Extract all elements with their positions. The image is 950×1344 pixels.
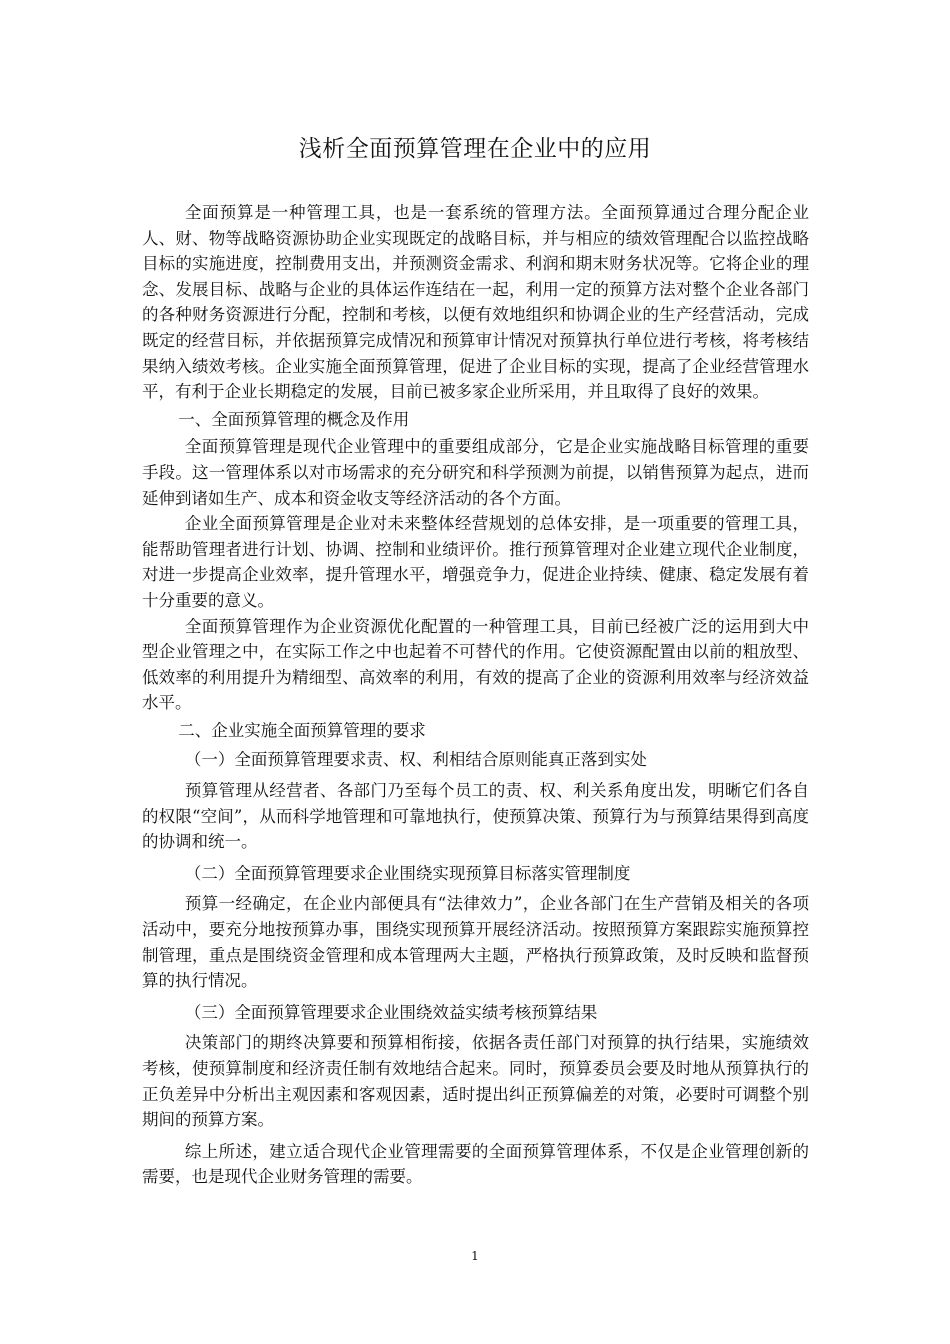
subsection-heading-1: （一）全面预算管理要求责、权、利相结合原则能真正落到实处 — [184, 750, 647, 770]
document-title: 浅析全面预算管理在企业中的应用 — [298, 136, 652, 162]
section-heading-2: 二、企业实施全面预算管理的要求 — [178, 720, 426, 740]
body-paragraph: 全面预算管理是现代企业管理中的重要组成部分，它是企业实施战略目标管理的重要手段。这一管理体系以对市场需求的充分研究和科学预测为前提，以销售预算为起点，进而延伸到诸如生产、成本和资金收支等经济活动的各个方面。 — [142, 437, 809, 508]
intro-paragraph: 全面预算是一种管理工具，也是一套系统的管理方法。全面预算通过合理分配企业人、财、物等战略资源协助企业实现既定的战略目标，并与相应的绩效管理配合以监控战略目标的实施进度，控制费用支出，并预测资金需求、利润和期末财务状况等。它将企业的理念、发展目标、战略与企业的具体运作连结在一起，利用一定的预算方法对整个企业各部门的各种财务资源进行分配，控制和考核，以便有效地组织和协调企业的生产经营活动，完成既定的经营目标，并依据预算完成情况和预算审计情况对预算执行单位进行考核，将考核结果纳入绩效考核。企业实施全面预算管理，促进了企业目标的实现，提高了企业经营管理水平，有利于企业长期稳定的发展，目前已被多家企业所采用，并且取得了良好的效果。 — [142, 203, 809, 402]
body-paragraph: 全面预算管理作为企业资源优化配置的一种管理工具，目前已经被广泛的运用到大中型企业管理之中，在实际工作之中也起着不可替代的作用。它使资源配置由以前的粗放型、低效率的利用提升为精细型、高效率的利用，有效的提高了企业的资源利用效率与经济效益水平。 — [142, 616, 809, 713]
subsection-heading-2: （二）全面预算管理要求企业围绕实现预算目标落实管理制度 — [184, 863, 631, 883]
section-heading-1: 一、全面预算管理的概念及作用 — [178, 409, 410, 429]
body-paragraph: 企业全面预算管理是企业对未来整体经营规划的总体安排，是一项重要的管理工具，能帮助管理者进行计划、协调、控制和业绩评价。推行预算管理对企业建立现代企业制度，对进一步提高企业效率，提升管理水平，增强竞争力，促进企业持续、健康、稳定发展有着十分重要的意义。 — [142, 514, 809, 610]
body-paragraph: 决策部门的期终决算要和预算相衔接，依据各责任部门对预算的执行结果，实施绩效考核，使预算制度和经济责任制有效地结合起来。同时，预算委员会要及时地从预算执行的正负差异中分析出主观因素和客观因素，适时提出纠正预算偏差的对策，必要时可调整个别期间的预算方案。 — [142, 1033, 809, 1130]
body-paragraph: 预算一经确定，在企业内部便具有“法律效力”，企业各部门在生产营销及相关的各项活动中，要充分地按预算办事，围绕实现预算开展经济活动。按照预算方案跟踪实施预算控制管理，重点是围绕资金管理和成本管理两大主题，严格执行预算政策，及时反映和监督预算的执行情况。 — [142, 894, 809, 991]
body-paragraph: 预算管理从经营者、各部门乃至每个员工的责、权、利关系角度出发，明晰它们各自的权限“空间”，从而科学地管理和可靠地执行，使预算决策、预算行为与预算结果得到高度的协调和统一。 — [142, 781, 809, 852]
page-number: 1 — [471, 1249, 479, 1263]
conclusion-paragraph: 综上所述，建立适合现代企业管理需要的全面预算管理体系，不仅是企业管理创新的需要，也是现代企业财务管理的需要。 — [142, 1141, 809, 1187]
document-body — [142, 200, 809, 1190]
subsection-heading-3: （三）全面预算管理要求企业围绕效益实绩考核预算结果 — [184, 1002, 598, 1022]
